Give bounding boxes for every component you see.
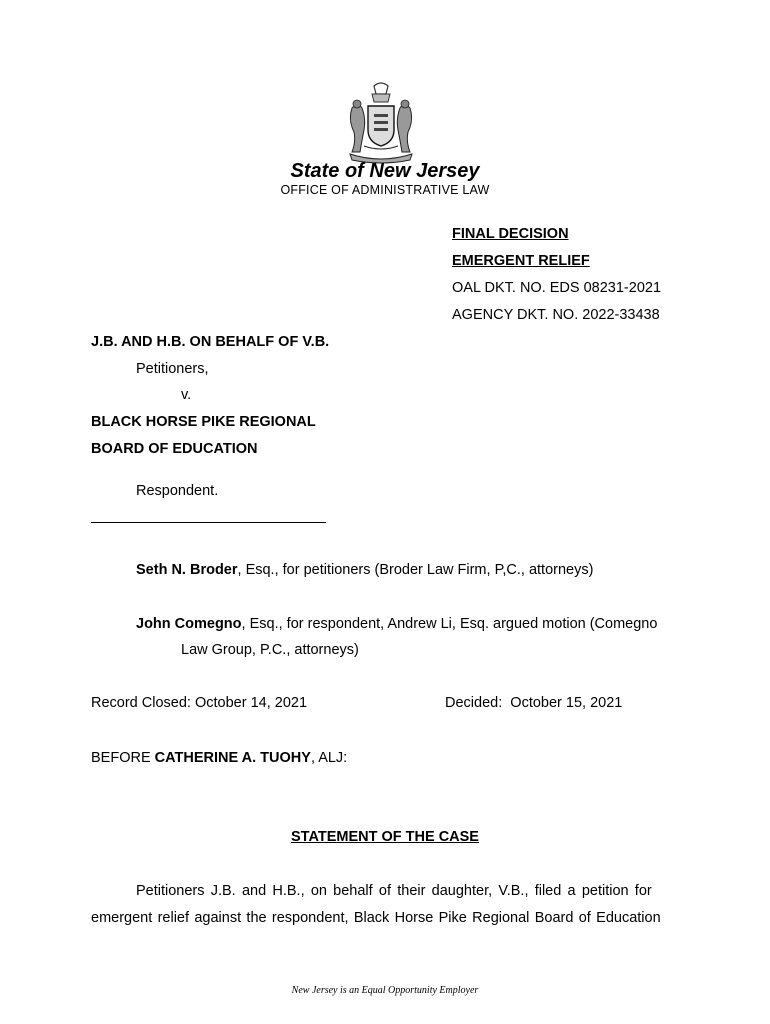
paragraph-line-2: emergent relief against the respondent, Black Horse Pike Regional Board of Education [91,910,661,926]
paragraph-line-1: Petitioners J.B. and H.B., on behalf of their daughter, V.B., filed a petition for [136,883,652,899]
petitioner-counsel-text: , Esq., for petitioners (Broder Law Firm, P,C., attorneys) [237,562,594,578]
respondent-name-line2: BOARD OF EDUCATION [91,441,258,457]
respondent-name-line1: BLACK HORSE PIKE REGIONAL [91,414,316,430]
office-name: OFFICE OF ADMINISTRATIVE LAW [280,183,490,197]
respondent-counsel-text: , Esq., for respondent, Andrew Li, Esq. argued motion (Comegno [241,616,658,632]
decided-date: Decided: October 15, 2021 [445,695,623,711]
before-prefix: BEFORE [91,750,155,766]
versus-label: v. [181,387,192,403]
petitioners-label: Petitioners, [136,361,209,377]
section-heading: STATEMENT OF THE CASE [291,829,479,845]
judge-name: CATHERINE A. TUOHY [154,750,311,766]
petitioner-counsel [136,561,593,579]
state-title: State of New Jersey [290,160,480,182]
final-decision-label: FINAL DECISION [452,226,569,242]
emergent-relief-label: EMERGENT RELIEF [452,253,590,269]
petitioner-counsel-name: Seth N. Broder [136,562,238,578]
caption-divider [91,522,326,523]
footer-text: New Jersey is an Equal Opportunity Employer [291,985,479,996]
respondent-label: Respondent. [136,483,219,499]
respondent-counsel-continued: Law Group, P.C., attorneys) [181,642,359,658]
new-jersey-state-seal-icon [344,80,418,164]
respondent-counsel [136,615,657,633]
petitioners-name: J.B. AND H.B. ON BEHALF OF V.B. [91,334,330,350]
record-closed-date: Record Closed: October 14, 2021 [91,695,308,711]
respondent-counsel-name: John Comegno [136,616,242,632]
agency-docket-number: AGENCY DKT. NO. 2022-33438 [452,307,660,323]
oal-docket-number: OAL DKT. NO. EDS 08231-2021 [452,280,662,296]
before-line [91,749,347,767]
before-suffix: , ALJ: [310,750,348,766]
